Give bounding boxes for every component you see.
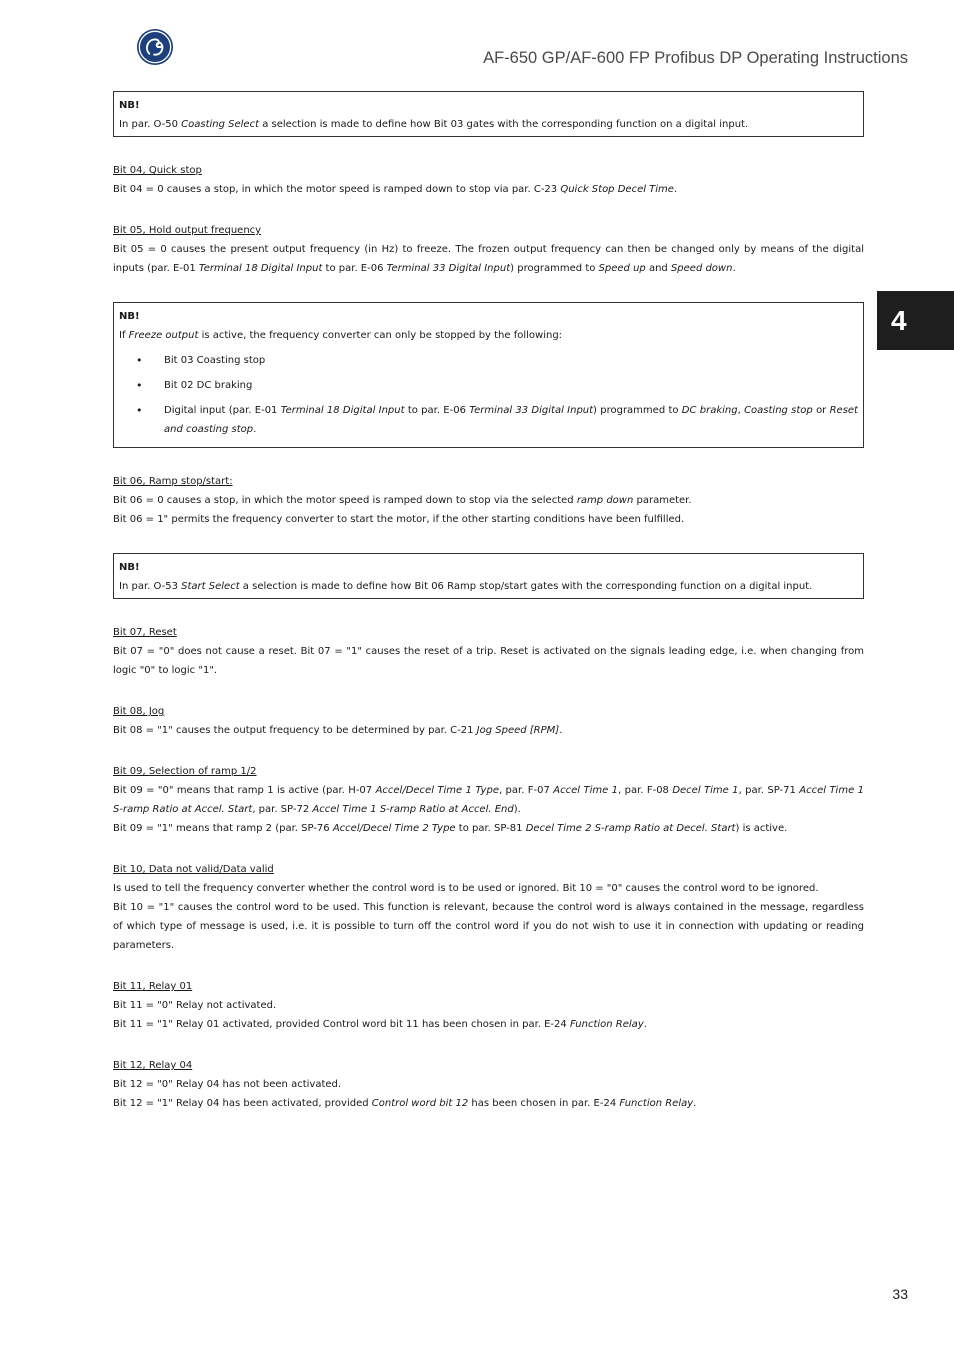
ge-monogram-icon (136, 28, 174, 66)
page-content (113, 91, 864, 1135)
note-text: In par. O-53 Start Select a selection is made to define how Bit 06 Ramp stop/start gates with the corresponding function on a digital input. (119, 581, 813, 592)
paragraph: Bit 12 = "0" Relay 04 has not been activated. (113, 1079, 342, 1090)
paragraph: Bit 08 = "1" causes the output frequency to be determined by par. C-21 Jog Speed [RPM]. (113, 725, 563, 736)
note-text: In par. O-50 Coasting Select a selection is made to define how Bit 03 gates with the corresponding function on a digital input. (119, 119, 749, 130)
list-item: • Digital input (par. E-01 Terminal 18 Digital Input to par. E-06 Terminal 33 Digital Input) programmed to DC braking, Coasting stop or Reset and coasting stop. (119, 401, 858, 439)
paragraph: Bit 09 = "1" means that ramp 2 (par. SP-76 Accel/Decel Time 2 Type to par. SP-81 Decel Time 2 S-ramp Ratio at Decel. Start) is active. (113, 823, 788, 834)
section-heading: Bit 11, Relay 01 (113, 981, 193, 992)
note-label: NB! (119, 100, 140, 111)
section-bit06 (113, 472, 864, 529)
paragraph: Bit 12 = "1" Relay 04 has been activated, provided Control word bit 12 has been chosen in par. E-24 Function Relay. (113, 1098, 697, 1109)
paragraph: Is used to tell the frequency converter whether the control word is to be used or ignored. Bit 10 = "0" causes the control word to be ignored. (113, 883, 819, 894)
paragraph: Bit 10 = "1" causes the control word to be used. This function is relevant, because the control word is always contained in the message, regardless of which type of message is used, i.e. it is possible to turn off the control word if you do not wish to use it in connection with updating or reading parameters. (113, 902, 864, 951)
section-heading: Bit 07, Reset (113, 627, 177, 638)
list-item: • Bit 02 DC braking (119, 376, 858, 395)
section-heading: Bit 05, Hold output frequency (113, 225, 262, 236)
paragraph: Bit 06 = 1" permits the frequency converter to start the motor, if the other starting conditions have been fulfilled. (113, 514, 685, 525)
note-box (113, 91, 864, 137)
section-bit11 (113, 977, 864, 1034)
paragraph: Bit 07 = "0" does not cause a reset. Bit 07 = "1" causes the reset of a trip. Reset is activated on the signals leading edge, i.e. when changing from logic "0" to logic "1". (113, 646, 864, 676)
note-box (113, 553, 864, 599)
section-heading: Bit 06, Ramp stop/start: (113, 476, 233, 487)
note-box (113, 302, 864, 448)
section-heading: Bit 10, Data not valid/Data valid (113, 864, 274, 875)
section-heading: Bit 08, Jog (113, 706, 165, 717)
note-label: NB! (119, 311, 140, 322)
section-bit09 (113, 762, 864, 838)
paragraph: Bit 05 = 0 causes the present output frequency (in Hz) to freeze. The frozen output frequency can then be changed only by means of the digital inputs (par. E-01 Terminal 18 Digital Input to par. E-06 Terminal 33 Digital Input) programmed to Speed up and Speed down. (113, 244, 864, 274)
section-bit05 (113, 221, 864, 278)
paragraph: Bit 04 = 0 causes a stop, in which the motor speed is ramped down to stop via par. C-23 Quick Stop Decel Time. (113, 184, 678, 195)
section-heading: Bit 09, Selection of ramp 1/2 (113, 766, 257, 777)
section-bit04 (113, 161, 864, 199)
document-title: AF-650 GP/AF-600 FP Profibus DP Operating Instructions (483, 49, 908, 67)
page-number: 33 (892, 1286, 908, 1302)
section-bit12 (113, 1056, 864, 1113)
section-bit07 (113, 623, 864, 680)
note-text: If Freeze output is active, the frequency converter can only be stopped by the following: (119, 330, 563, 341)
section-heading: Bit 04, Quick stop (113, 165, 202, 176)
paragraph: Bit 11 = "1" Relay 01 activated, provided Control word bit 11 has been chosen in par. E-24 Function Relay. (113, 1019, 647, 1030)
note-label: NB! (119, 562, 140, 573)
paragraph: Bit 06 = 0 causes a stop, in which the motor speed is ramped down to stop via the selected ramp down parameter. (113, 495, 692, 506)
section-heading: Bit 12, Relay 04 (113, 1060, 193, 1071)
chapter-tab: 4 (877, 291, 954, 350)
paragraph: Bit 11 = "0" Relay not activated. (113, 1000, 277, 1011)
bullet-list (119, 351, 858, 439)
list-item: • Bit 03 Coasting stop (119, 351, 858, 370)
paragraph: Bit 09 = "0" means that ramp 1 is active (par. H-07 Accel/Decel Time 1 Type, par. F-07 Accel Time 1, par. F-08 Decel Time 1, par. SP-71 Accel Time 1 S-ramp Ratio at Accel. Start, par. SP-72 Accel Time 1 S-ramp Ratio at Accel. End). (113, 785, 864, 815)
section-bit08 (113, 702, 864, 740)
section-bit10 (113, 860, 864, 955)
